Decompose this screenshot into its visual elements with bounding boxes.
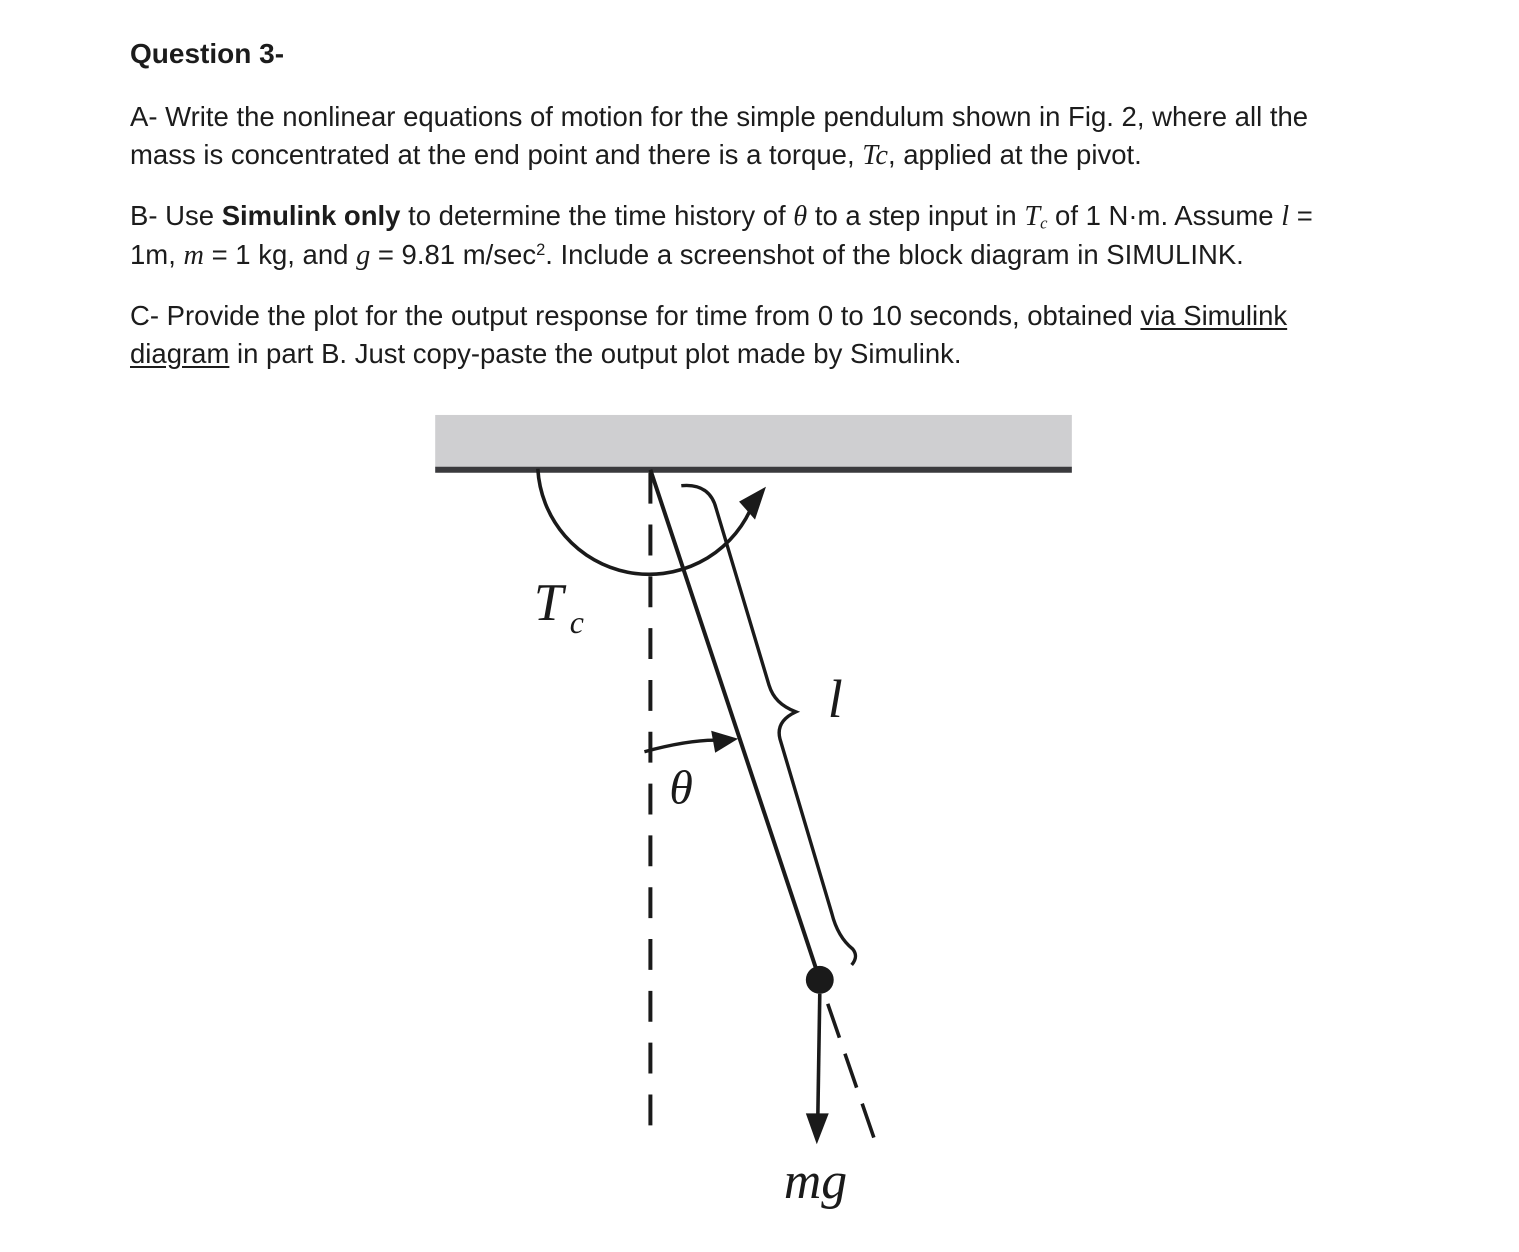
rod-extension-dashed-line bbox=[828, 1004, 879, 1151]
paragraph-part-a: A- Write the nonlinear equations of motion for the simple pendulum shown in Fig. 2, where all the mass is concentrated at the end point and there is a torque, Tc, applied at the pivot. bbox=[130, 101, 1309, 171]
weight-arrowhead bbox=[806, 1113, 829, 1144]
pendulum-figure-svg bbox=[420, 403, 1100, 1218]
paragraph-part-c: C- Provide the plot for the output response for time from 0 to 10 seconds, obtained via Simulink diagram in part B. Just copy-paste the output plot made by Simulink. bbox=[130, 300, 1288, 369]
torque-label: T bbox=[533, 574, 564, 633]
torque-subscript-label: c bbox=[569, 605, 584, 641]
torque-arc bbox=[538, 469, 750, 575]
angle-arrowhead bbox=[711, 731, 738, 753]
question-heading: Question 3- bbox=[130, 38, 285, 69]
ceiling-bar bbox=[435, 415, 1072, 468]
pendulum-rod bbox=[650, 470, 819, 980]
angle-label: θ bbox=[669, 761, 693, 815]
weight-label: mg bbox=[783, 1153, 848, 1211]
figure-labels bbox=[534, 574, 847, 1210]
pendulum-figure bbox=[420, 403, 1100, 1218]
pendulum-mass-ball bbox=[806, 966, 834, 994]
rod-length-label: l bbox=[827, 668, 843, 729]
weight-arrow-line bbox=[818, 994, 820, 1120]
figure-lines bbox=[538, 469, 879, 1151]
figure-fills bbox=[711, 487, 834, 1145]
question-text-block bbox=[130, 36, 1352, 395]
torque-arrowhead bbox=[739, 487, 766, 520]
paragraph-part-b: B- Use Simulink only to determine the time history of θ to a step input in $T_c$ of 1 N·m. Assume l = 1m, m = 1 kg, and g = 9.81 $m/\sec^2$. Include a screenshot of the block diagram in SIMULINK. bbox=[130, 200, 1313, 271]
